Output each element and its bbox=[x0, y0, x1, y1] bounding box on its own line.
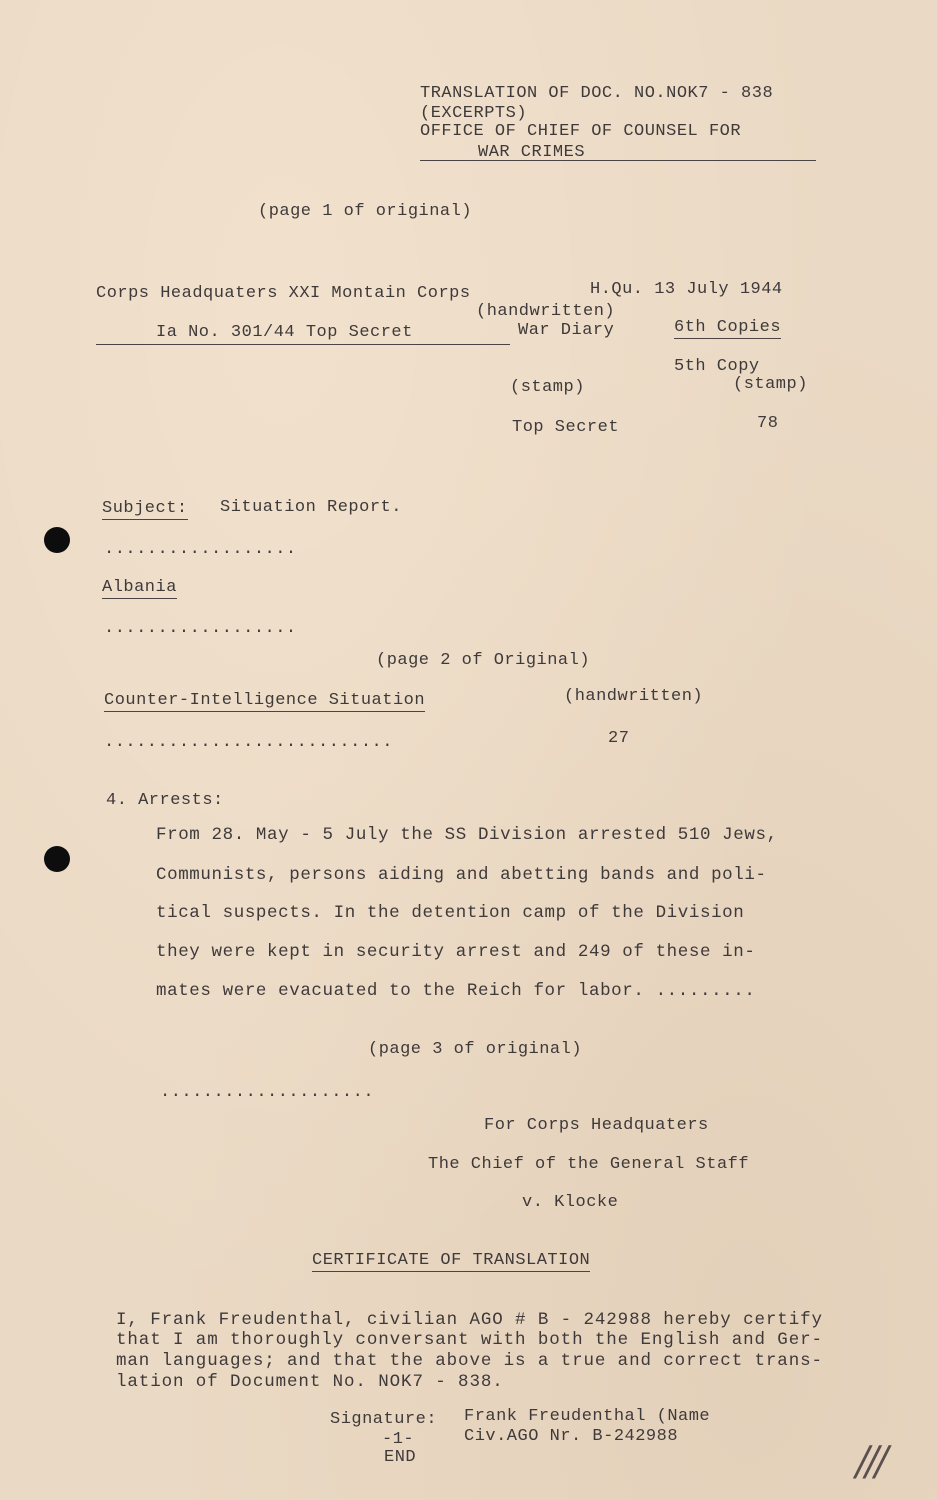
handwritten-note-1: (handwritten) bbox=[476, 302, 616, 321]
signoff-line-2: The Chief of the General Staff bbox=[428, 1155, 750, 1174]
end-marker: END bbox=[384, 1448, 417, 1467]
page-marker-1: (page 1 of original) bbox=[258, 202, 473, 221]
corps-headquarters: Corps Headquaters XXI Montain Corps bbox=[96, 284, 471, 303]
certificate-line-1: I, Frank Freudenthal, civilian AGO # B - 242988 hereby certify bbox=[116, 1310, 823, 1330]
certificate-title: CERTIFICATE OF TRANSLATION bbox=[312, 1251, 591, 1270]
albania-heading: Albania bbox=[102, 578, 177, 597]
header-title: TRANSLATION OF DOC. NO.NOK7 - 838 bbox=[420, 84, 774, 103]
subject-label: Subject: bbox=[102, 499, 188, 518]
ia-number: Ia No. 301/44 Top Secret bbox=[156, 323, 413, 342]
arrests-heading: 4. Arrests: bbox=[106, 791, 224, 810]
page-marker-2: (page 2 of Original) bbox=[376, 651, 591, 670]
signoff-signature: v. Klocke bbox=[522, 1193, 619, 1212]
arrests-line-2: Communists, persons aiding and abetting bands and poli- bbox=[156, 865, 767, 885]
header-excerpts: (EXCERPTS) bbox=[420, 104, 528, 123]
signature-id: Civ.AGO Nr. B-242988 bbox=[464, 1427, 679, 1446]
ellipsis-1: .................. bbox=[104, 540, 297, 559]
page-number-27: 27 bbox=[608, 729, 630, 748]
stamp-right: (stamp) bbox=[733, 375, 808, 394]
copy-number: 5th Copy bbox=[674, 357, 760, 376]
margin-tally-mark: /// bbox=[856, 1439, 885, 1485]
hq-date: H.Qu. 13 July 1944 bbox=[590, 280, 783, 299]
war-diary: War Diary bbox=[518, 321, 615, 340]
top-secret: Top Secret bbox=[512, 418, 620, 437]
stamp-number: 78 bbox=[757, 414, 779, 433]
handwritten-note-2: (handwritten) bbox=[564, 687, 704, 706]
ellipsis-2: .................. bbox=[104, 619, 297, 638]
signature-label: Signature: bbox=[330, 1410, 438, 1429]
signature-name: Frank Freudenthal (Name bbox=[464, 1407, 711, 1426]
header-office: OFFICE OF CHIEF OF COUNSEL FOR bbox=[420, 122, 742, 141]
counter-intelligence-heading: Counter-Intelligence Situation bbox=[104, 691, 426, 710]
certificate-line-3: man languages; and that the above is a true and correct trans- bbox=[116, 1351, 823, 1371]
stamp-left: (stamp) bbox=[510, 378, 585, 397]
certificate-line-2: that I am thoroughly conversant with both the English and Ger- bbox=[116, 1330, 823, 1350]
ia-underline bbox=[96, 344, 510, 345]
arrests-line-1: From 28. May - 5 July the SS Division arrested 510 Jews, bbox=[156, 825, 778, 845]
page-marker-3: (page 3 of original) bbox=[368, 1040, 583, 1059]
arrests-line-4: they were kept in security arrest and 249 of these in- bbox=[156, 942, 756, 962]
punch-hole-bottom bbox=[44, 846, 70, 872]
ellipsis-3: ........................... bbox=[104, 733, 393, 752]
copies: 6th Copies bbox=[674, 318, 782, 337]
ellipsis-4: .................... bbox=[160, 1083, 375, 1102]
header-war-crimes: WAR CRIMES bbox=[478, 143, 586, 162]
subject-value: Situation Report. bbox=[220, 498, 402, 517]
certificate-line-4: lation of Document No. NOK7 - 838. bbox=[116, 1372, 504, 1392]
signoff-line-1: For Corps Headquaters bbox=[484, 1116, 709, 1135]
arrests-line-5: mates were evacuated to the Reich for labor. ......... bbox=[156, 981, 756, 1001]
page-footer-number: -1- bbox=[382, 1430, 415, 1449]
arrests-line-3: tical suspects. In the detention camp of the Division bbox=[156, 903, 745, 923]
header-underline bbox=[420, 160, 816, 161]
punch-hole-top bbox=[44, 527, 70, 553]
